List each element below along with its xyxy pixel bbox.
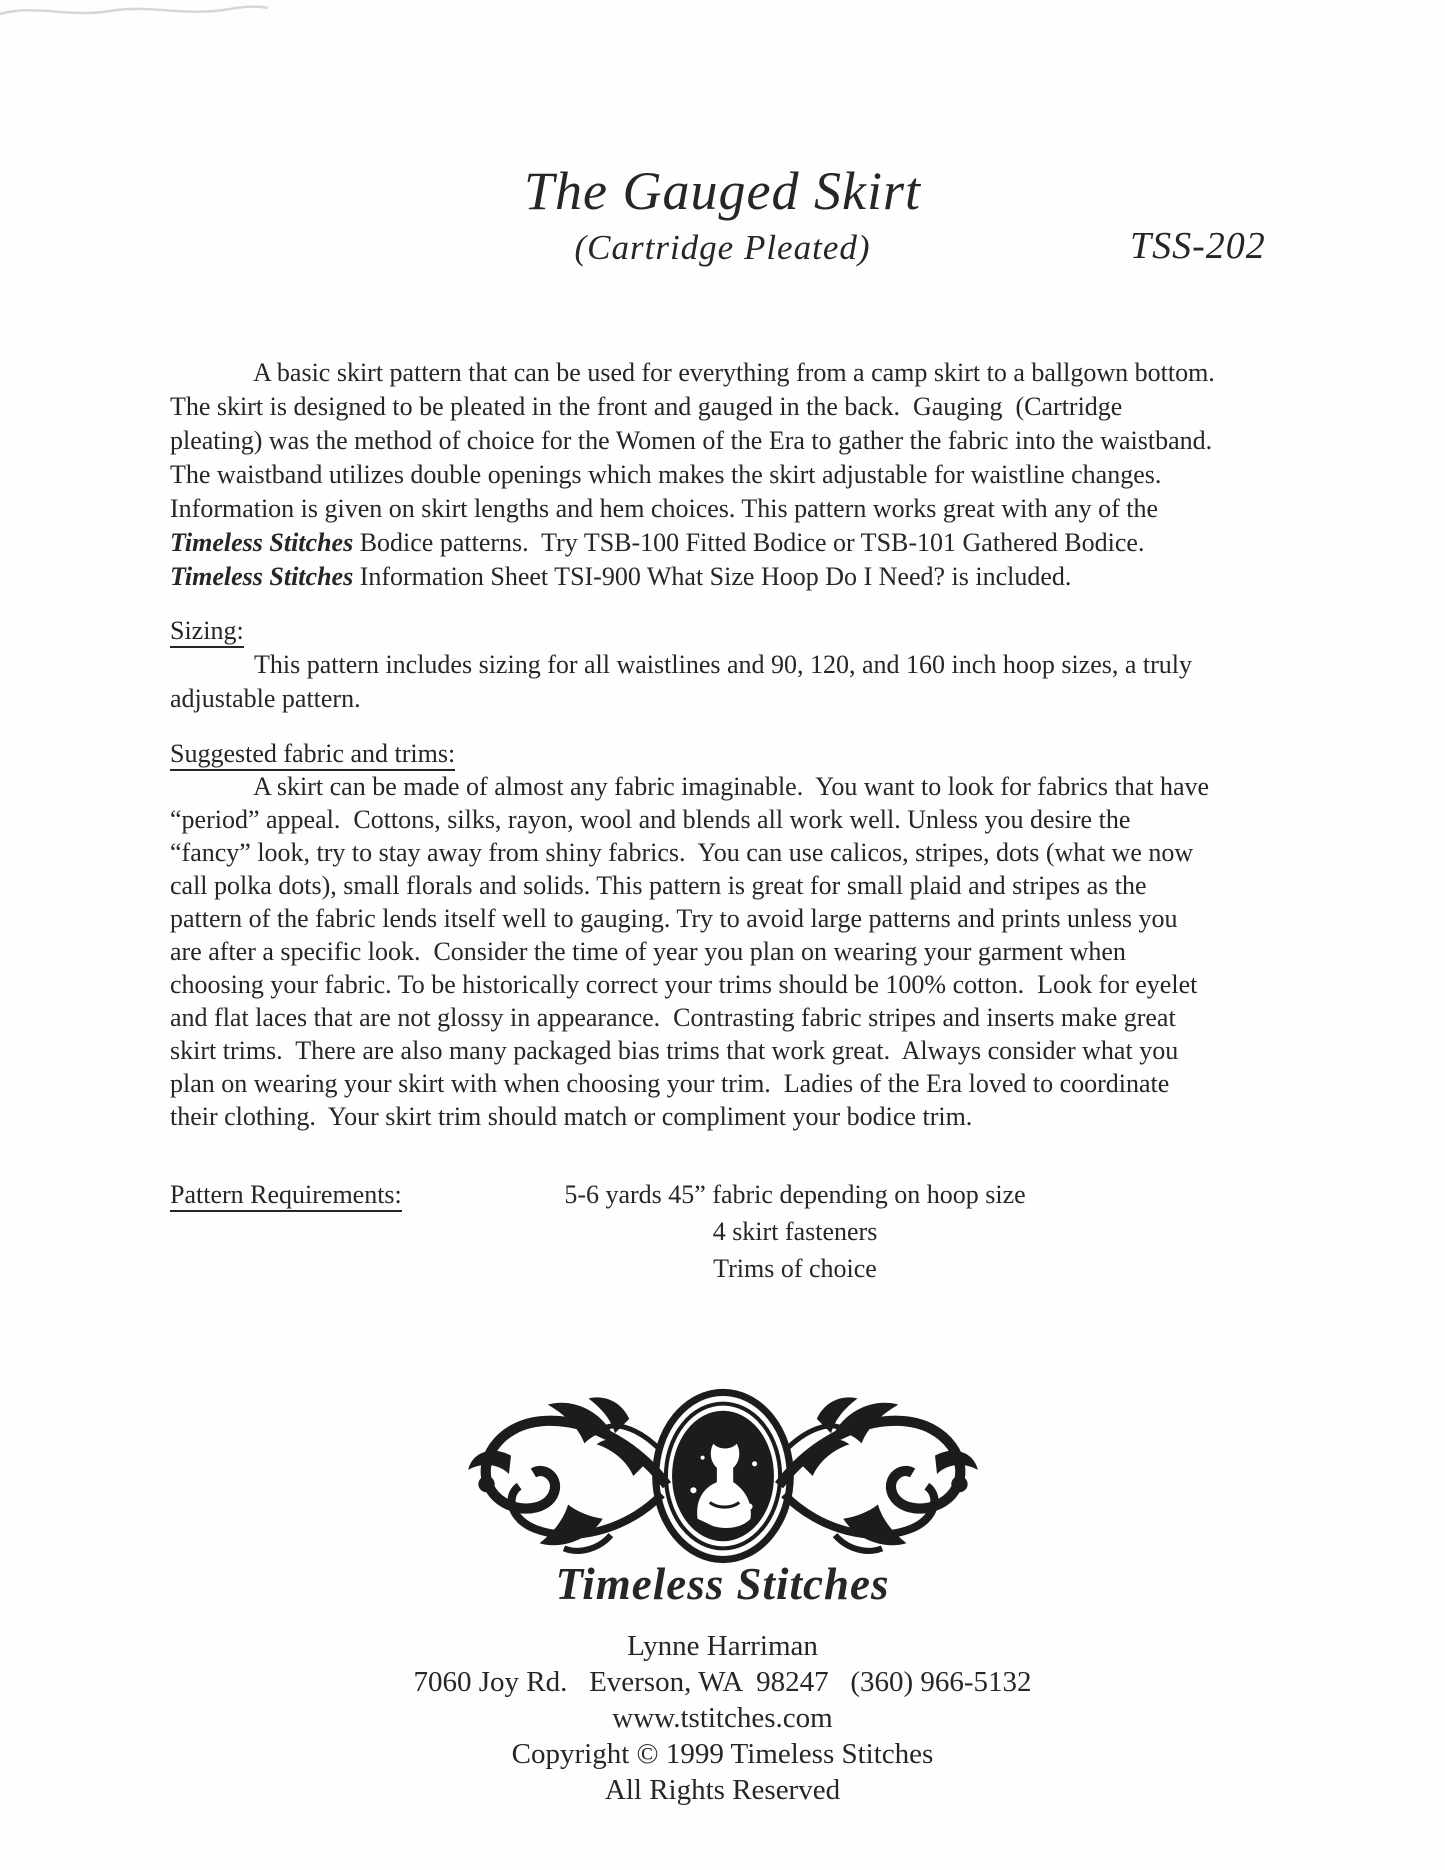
brand-logotype: Timeless Stitches [555, 1559, 890, 1609]
text-line: 4 skirt fasteners [712, 1217, 878, 1246]
text-line: A basic skirt pattern that can be used for everything from a camp skirt to a ballgown bottom. [170, 358, 1215, 387]
text-line: This pattern includes sizing for all waistlines and 90, 120, and 160 inch hoop sizes, a truly [170, 650, 1193, 679]
requirements-list [485, 1176, 1105, 1287]
fabric-heading: Suggested fabric and trims: [170, 737, 1209, 770]
intro-paragraph [170, 356, 1215, 594]
text-line: Information is given on skirt lengths and hem choices. This pattern works great with any of the [170, 494, 1159, 523]
copyright-line: Copyright © 1999 Timeless Stitches [511, 1738, 934, 1770]
text-line: Trims of choice [713, 1254, 877, 1283]
text-line: choosing your fabric. To be historically correct your trims should be 100% cotton. Look for eyelet [170, 970, 1198, 999]
text-line: call polka dots), small florals and solids. This pattern is great for small plaid and stripes as the [170, 871, 1147, 900]
text-line: Timeless Stitches Information Sheet TSI-900 What Size Hoop Do I Need? is included. [170, 562, 1072, 591]
text-line: 5-6 yards 45” fabric depending on hoop size [564, 1180, 1026, 1209]
text-line: The waistband utilizes double openings which makes the skirt adjustable for waistline changes. [170, 460, 1162, 489]
page-title: The Gauged Skirt [524, 161, 921, 221]
footer-block [0, 1628, 1445, 1808]
fabric-section [170, 737, 1209, 1133]
text-line: “fancy” look, try to stay away from shiny fabrics. You can use calicos, stripes, dots (what we now [170, 838, 1194, 867]
cameo-ornament-icon [458, 1388, 988, 1564]
address-line: 7060 Joy Rd. Everson, WA 98247 (360) 966-5132 [413, 1666, 1032, 1698]
sizing-body [170, 648, 1192, 716]
text-line: skirt trims. There are also many packaged bias trims that work great. Always consider what you [170, 1036, 1179, 1065]
text-line: their clothing. Your skirt trim should match or compliment your bodice trim. [170, 1102, 973, 1131]
requirements-heading: Pattern Requirements: [170, 1176, 402, 1213]
sizing-section [170, 614, 1192, 716]
text-line: pattern of the fabric lends itself well to gauging. Try to avoid large patterns and prints unless you [170, 904, 1178, 933]
text-line: adjustable pattern. [170, 684, 361, 713]
rights-line: All Rights Reserved [604, 1774, 841, 1806]
fabric-body [170, 770, 1209, 1133]
text-line: pleating) was the method of choice for the Women of the Era to gather the fabric into the waistband. [170, 426, 1213, 455]
text-line: The skirt is designed to be pleated in the front and gauged in the back. Gauging (Cartridge [170, 392, 1123, 421]
text-line: and flat laces that are not glossy in appearance. Contrasting fabric stripes and inserts make great [170, 1003, 1176, 1032]
pattern-number: TSS-202 [1130, 225, 1266, 267]
text-line: plan on wearing your skirt with when choosing your trim. Ladies of the Era loved to coordinate [170, 1069, 1170, 1098]
page-subtitle: (Cartridge Pleated) [574, 228, 871, 267]
text-line: Timeless Stitches Bodice patterns. Try TSB-100 Fitted Bodice or TSB-101 Gathered Bodice. [170, 528, 1145, 557]
sizing-heading: Sizing: [170, 614, 1192, 648]
website-url: www.tstitches.com [612, 1702, 833, 1734]
requirements-section [170, 1176, 1026, 1283]
text-line: are after a specific look. Consider the time of year you plan on wearing your garment when [170, 937, 1126, 966]
text-line: “period” appeal. Cottons, silks, rayon, wool and blends all work well. Unless you desire the [170, 805, 1131, 834]
text-line: A skirt can be made of almost any fabric imaginable. You want to look for fabrics that have [170, 772, 1210, 801]
owner-name: Lynne Harriman [627, 1630, 818, 1662]
scan-artifact-line [0, 0, 300, 30]
